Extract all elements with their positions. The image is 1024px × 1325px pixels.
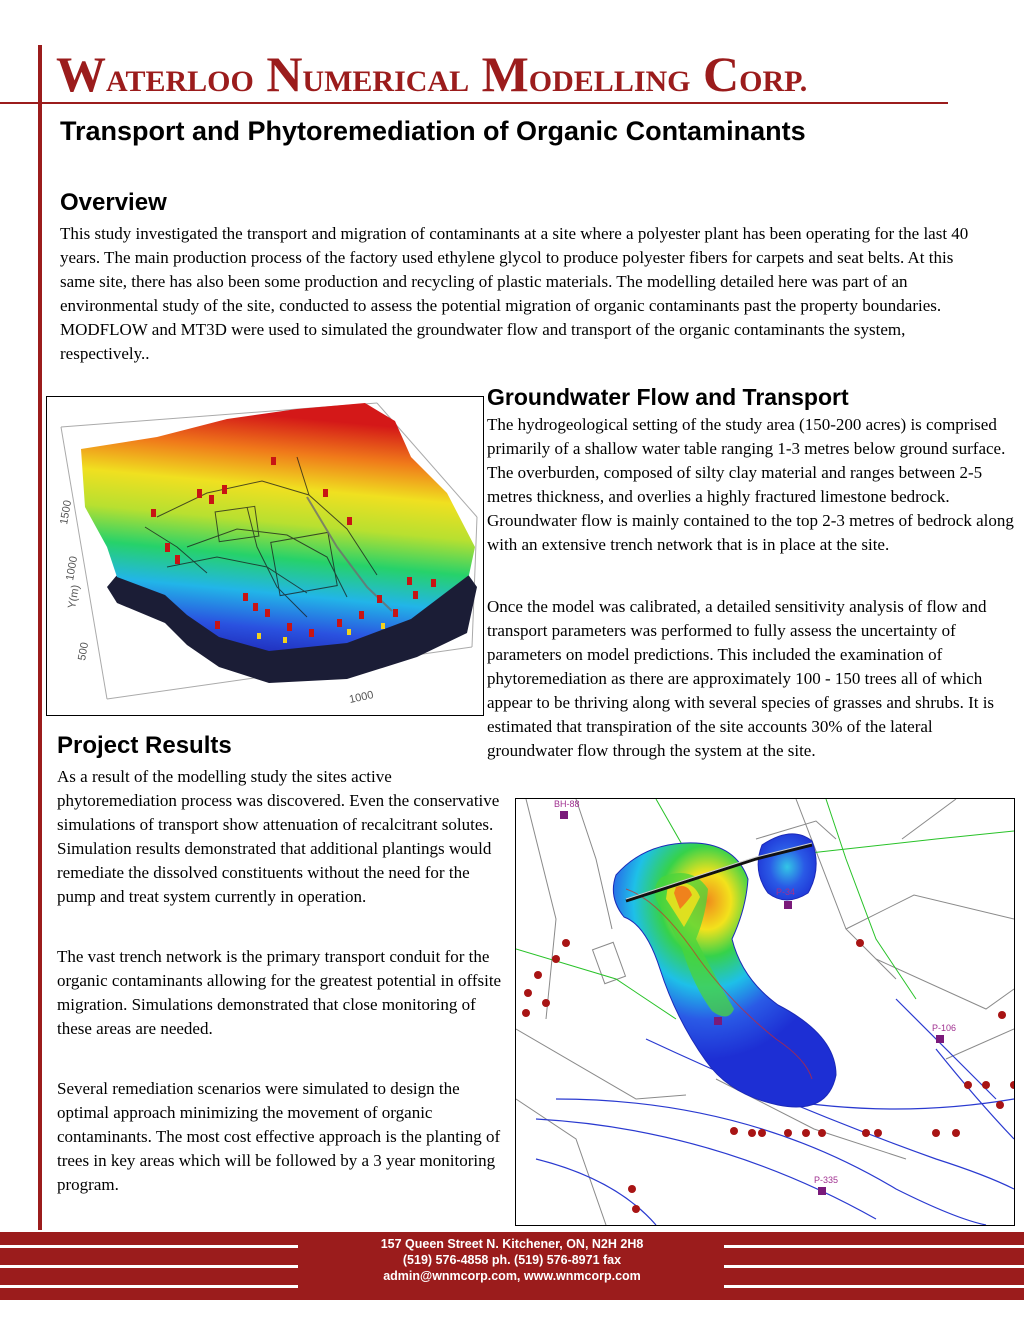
footer-stripe bbox=[0, 1265, 298, 1268]
well-label-p106: P-106 bbox=[932, 1023, 957, 1033]
plume-map-figure bbox=[515, 798, 1015, 1226]
x-tick-1000: 1000 bbox=[348, 689, 375, 706]
results-paragraph-2: The vast trench network is the primary transport conduit for the organic contaminants allowing for the greatest potential in offsite migration. Simulations demonstrated that close monitoring of these areas are needed. bbox=[57, 947, 502, 1038]
results-heading: Project Results bbox=[57, 732, 232, 759]
well-label-bh88: BH-88 bbox=[554, 799, 580, 809]
footer-stripe bbox=[724, 1285, 1024, 1288]
y-axis-label: Y(m) bbox=[66, 583, 83, 610]
footer-stripe bbox=[724, 1245, 1024, 1248]
3d-model-graphic bbox=[47, 397, 483, 715]
y-tick-1000: 1000 bbox=[64, 555, 81, 582]
results-paragraph-3: Several remediation scenarios were simulated to design the optimal approach minimizing the movement of organic contaminants. The most cost effective approach is the planting of trees in key areas which will be followed by a 3 year monitoring program. bbox=[57, 1079, 501, 1194]
y-tick-500: 500 bbox=[76, 641, 92, 662]
left-accent-rule bbox=[38, 45, 42, 1230]
3d-model-figure bbox=[46, 396, 484, 716]
footer-stripe bbox=[0, 1285, 298, 1288]
footer-stripe bbox=[0, 1245, 298, 1248]
document-title: Transport and Phytoremediation of Organic Contaminants bbox=[60, 116, 806, 146]
y-tick-1500: 1500 bbox=[58, 499, 75, 526]
groundwater-paragraph-2: Once the model was calibrated, a detailed sensitivity analysis of flow and transport parameters was performed to fully assess the uncertainty of parameters on model predictions. This included the examination of phytoremediation as there are approximately 100 - 150 trees all of which appear to be thriving along with several species of grasses and shrubs. It is estimated that transpiration of the site accounts 30% of the lateral groundwater flow through the system at the site. bbox=[487, 597, 995, 760]
well-label-p335: P-335 bbox=[814, 1175, 839, 1185]
footer-phone: (519) 576-4858 ph. (519) 576-8971 fax bbox=[402, 1253, 622, 1267]
footer-contact bbox=[300, 1236, 724, 1284]
overview-text: This study investigated the transport and migration of contaminants at a site where a polyester plant has been operating for the last 40 years. The main production process of the factory used ethylene glycol to produce polyester fibers for carpets and seat belts. At this same site, there has also been some production and recycling of plastic materials. The modelling detailed here was part of an environmental study of the site, conducted to assess the potential migration of organic contaminants past the property boundaries. MODFLOW and MT3D were used to simulated the groundwater flow and transport of the organic contaminants the system, respectively.. bbox=[60, 224, 969, 363]
overview-heading: Overview bbox=[60, 189, 167, 216]
plume-map-graphic bbox=[516, 799, 1014, 1225]
company-name: WATERLOO NUMERICAL MODELLING CORP. bbox=[56, 46, 808, 102]
well-label-p34: P-34 bbox=[776, 887, 796, 897]
footer-web[interactable]: admin@wnmcorp.com, www.wnmcorp.com bbox=[383, 1269, 641, 1283]
groundwater-paragraph-1: The hydrogeological setting of the study area (150-200 acres) is comprised primarily of a shallow water table ranging 1-3 metres below ground surface. The overburden, composed of silty clay material and ranges between 2-5 metres thickness, and overlies a highly fractured limestone bedrock. Groundwater flow is mainly contained to the top 2-3 metres of bedrock along with an extensive trench network that is in place at the site. bbox=[487, 415, 1014, 554]
footer-stripe bbox=[724, 1265, 1024, 1268]
footer-address: 157 Queen Street N. Kitchener, ON, N2H 2H8 bbox=[380, 1237, 644, 1251]
groundwater-heading: Groundwater Flow and Transport bbox=[487, 384, 849, 410]
results-paragraph-1: As a result of the modelling study the sites active phytoremediation process was discovered. Even the conservative simulations of transport show attenuation of recalcitrant solutes. Simulation results demonstrated that additional plantings would remediate the dissolved constituents without the need for the pump and treat system currently in operation. bbox=[57, 767, 500, 906]
